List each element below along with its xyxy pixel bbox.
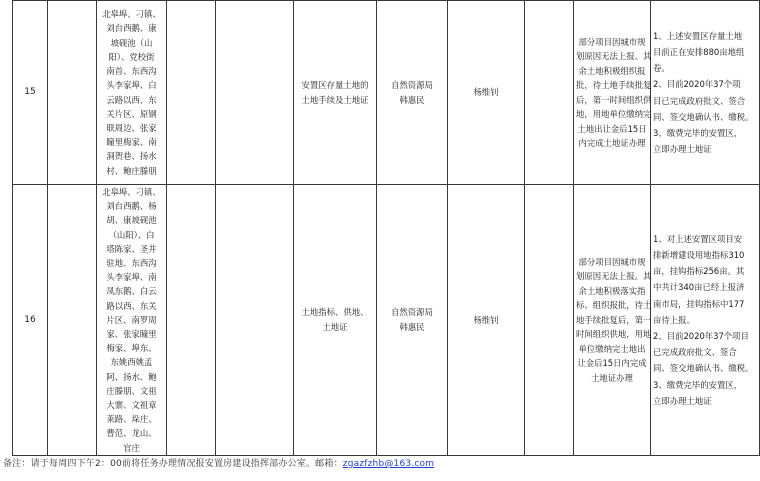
progress-cell-line: 1、对上述安置区项目安 — [653, 233, 743, 244]
task-cell-line: 安置区存量土地的 — [301, 79, 369, 90]
department-cell-line: 韩惠民 — [399, 94, 425, 105]
area-cell-line: 塔陈家、圣井 — [106, 243, 157, 254]
area-cell-line: 家、张家瞳里 — [106, 329, 157, 340]
area-cell-line: 庄滕朋、文祖 — [106, 385, 157, 396]
area-cell-line: 阿、扬水、鲍 — [106, 371, 157, 382]
area-cell-line: 莱路、垛庄、 — [106, 414, 157, 425]
reason-cell-line: 土地出让金后15日 — [577, 123, 647, 134]
task-cell — [294, 1, 377, 185]
progress-cell-line: 立即办理土地证 — [653, 395, 712, 406]
person-cell: 杨维钊 — [448, 1, 525, 185]
area-cell-line: 坡砚池（山 — [110, 37, 153, 48]
empty-cell — [167, 1, 216, 185]
area-cell-line: 北皋埠、刁镇、 — [102, 187, 161, 197]
area-cell-line: 梅家、埠东、 — [106, 343, 157, 354]
progress-cell-line: 卷。 — [653, 63, 670, 74]
progress-cell-line: 3、缴费完毕的安置区， — [653, 127, 743, 138]
progress-cell-line: 排新增建设用地指标310 — [653, 250, 745, 261]
area-cell-line: 关片区、原钢 — [106, 108, 157, 119]
progress-cell-line: 同、签交地确认书、缴税。 — [653, 111, 754, 122]
progress-cell — [651, 185, 760, 456]
area-cell-line: 洞贺巷、扬水 — [106, 151, 157, 162]
progress-cell-line: 目前正在安排880亩地组 — [653, 46, 745, 57]
task-table — [12, 0, 760, 456]
reason-cell-line: 余土地积极落实指 — [578, 285, 646, 296]
task-cell-line: 土地证 — [322, 321, 348, 332]
area-cell-line: 刘台西鹅、康 — [106, 23, 157, 34]
area-cell-line: 曹范、龙山、 — [106, 428, 157, 439]
reason-cell-line: 余土地积极组织报 — [578, 65, 646, 76]
progress-cell-line: 南市局，挂钩指标中177 — [653, 298, 745, 309]
area-cell-line: 瞳里梅家、南 — [106, 137, 157, 148]
footer-note — [3, 456, 434, 469]
progress-cell-line: 中共计340亩已经上报济 — [653, 282, 745, 293]
department-cell-line: 自然资源局 — [391, 307, 433, 318]
empty-cell — [525, 1, 574, 185]
reason-cell-line: 内完成土地证办理 — [578, 138, 646, 148]
area-cell-line: 刘台西鹅、杨 — [106, 201, 157, 212]
footer-email-link[interactable]: zgazfzhb@163.com — [342, 459, 435, 469]
area-cell-line: 路以西、东关 — [106, 300, 157, 311]
area-cell — [97, 185, 167, 456]
area-cell-line: 大寨、文祖章 — [106, 400, 157, 411]
area-cell-line: 北皋埠、刁镇、 — [102, 9, 161, 20]
area-cell-line: 联周边、张家 — [106, 122, 157, 133]
progress-cell-line: 亩待上报。 — [653, 314, 695, 325]
progress-cell-line: 目已完成政府批文、签合 — [653, 95, 746, 106]
progress-cell-line: 亩，挂钩指标256亩。其 — [653, 266, 745, 277]
area-cell-line: 片区、南罗周 — [106, 314, 157, 325]
task-cell — [294, 185, 377, 456]
reason-cell-line: 标、组织报批，待土 — [576, 300, 652, 311]
area-cell-line: 阳）、党校街 — [108, 51, 155, 62]
reason-cell-line: 单位缴纳完土地出 — [578, 343, 646, 354]
progress-cell — [651, 1, 760, 185]
row-number-cell: 15 — [13, 1, 48, 185]
task-cell-line: 土地手续及土地证 — [301, 94, 369, 105]
reason-cell-line: 部分项目因城市规 — [578, 256, 646, 267]
reason-cell — [574, 185, 651, 456]
reason-cell-line: 部分项目因城市规 — [578, 36, 646, 47]
task-cell-line: 土地指标、供地、 — [301, 307, 369, 318]
progress-cell-line: 3、缴费完毕的安置区， — [653, 379, 743, 390]
reason-cell-line: 时间组织供地，用地 — [576, 329, 652, 340]
reason-cell-line: 地，用地单位缴纳完 — [576, 109, 652, 119]
area-cell — [97, 1, 167, 185]
area-cell-line: 胡、康坡砚池 — [106, 215, 157, 226]
reason-cell — [574, 1, 651, 185]
reason-cell-line: 划原因无法上报。其 — [576, 271, 652, 282]
reason-cell-line: 让金后15日内完成 — [577, 358, 647, 369]
area-cell-line: 官庄 — [123, 442, 140, 453]
reason-cell-line: 地手续批复后，第一 — [576, 314, 652, 325]
empty-cell — [216, 1, 294, 185]
department-cell-line: 自然资源局 — [391, 79, 433, 90]
reason-cell-line: 批，待土地手续批复 — [576, 80, 652, 90]
area-cell-line: （山阳）、白 — [108, 229, 155, 240]
progress-cell-line: 已完成政府批文、签合 — [653, 347, 737, 358]
area-cell-line: 东姚西姚孟 — [110, 357, 153, 368]
progress-cell-line: 立即办理土地证 — [653, 144, 712, 155]
department-cell — [377, 1, 448, 185]
footer-text: 备注：请于每周四下午2：00前将任务办理情况报安置房建设指挥部办公室。邮箱： — [3, 459, 343, 469]
empty-cell — [48, 185, 97, 456]
area-cell-line: 头李家埠、白 — [106, 80, 157, 91]
area-cell-line: 南首、东西沟 — [106, 66, 157, 77]
department-cell-line: 韩惠民 — [399, 321, 425, 332]
reason-cell-line: 土地证办理 — [591, 372, 633, 383]
table-row — [13, 185, 760, 456]
area-cell-line: 凤东鹅、白云 — [106, 286, 157, 297]
empty-cell — [167, 185, 216, 456]
reason-cell-line: 划原因无法上报。其 — [576, 51, 652, 61]
empty-cell — [216, 185, 294, 456]
person-cell: 杨维钊 — [448, 185, 525, 456]
table-row — [13, 1, 760, 185]
progress-cell-line: 2、目前2020年37个项目 — [653, 331, 749, 342]
area-cell-line: 驻地、东西沟 — [106, 258, 157, 269]
department-cell — [377, 185, 448, 456]
row-number-cell: 16 — [13, 185, 48, 456]
area-cell-line: 云路以西、东 — [106, 94, 157, 105]
progress-cell-line: 同、签交地确认书、缴税。 — [653, 363, 754, 374]
empty-cell — [48, 1, 97, 185]
area-cell-line: 村、鲍庄滕朋 — [106, 165, 157, 176]
progress-cell-line: 2、目前2020年37个项 — [653, 79, 741, 90]
reason-cell-line: 后，第一时间组织供 — [576, 94, 652, 105]
empty-cell — [525, 185, 574, 456]
area-cell-line: 头李家埠、南 — [106, 272, 157, 283]
progress-cell-line: 1、上述安置区存量土地 — [653, 30, 743, 41]
